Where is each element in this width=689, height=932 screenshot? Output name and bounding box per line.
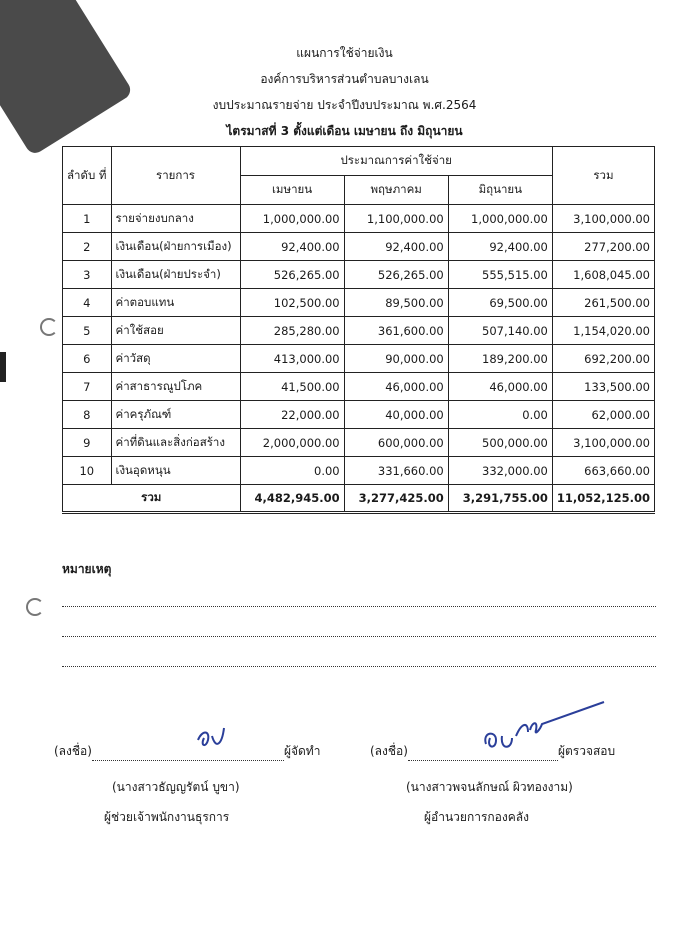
row-number: 1 bbox=[63, 205, 112, 233]
row-may: 361,600.00 bbox=[344, 317, 448, 345]
row-jun: 500,000.00 bbox=[448, 429, 552, 457]
row-apr: 92,400.00 bbox=[240, 233, 344, 261]
table-row bbox=[63, 373, 655, 401]
row-number: 4 bbox=[63, 289, 112, 317]
row-number: 5 bbox=[63, 317, 112, 345]
row-item: รายจ่ายงบกลาง bbox=[111, 205, 240, 233]
header-item: รายการ bbox=[111, 147, 240, 205]
row-jun: 507,140.00 bbox=[448, 317, 552, 345]
row-total: 692,200.00 bbox=[552, 345, 654, 373]
row-total: 1,608,045.00 bbox=[552, 261, 654, 289]
quarter-period: ไตรมาสที่ 3 ตั้งแต่เดือน เมษายน ถึง มิถุนายน bbox=[226, 124, 463, 138]
budget-year: งบประมาณรายจ่าย ประจำปีงบประมาณ พ.ศ.2564 bbox=[212, 98, 477, 112]
header-total: รวม bbox=[552, 147, 654, 205]
row-number: 3 bbox=[63, 261, 112, 289]
sign-role: ผู้จัดทำ bbox=[283, 744, 321, 758]
row-total: 133,500.00 bbox=[552, 373, 654, 401]
row-number: 7 bbox=[63, 373, 112, 401]
row-may: 331,660.00 bbox=[344, 457, 448, 485]
table-row bbox=[63, 457, 655, 485]
row-item: ค่าสาธารณูปโภค bbox=[111, 373, 240, 401]
row-jun: 332,000.00 bbox=[448, 457, 552, 485]
row-number: 9 bbox=[63, 429, 112, 457]
org-name: องค์การบริหารส่วนตำบลบางเลน bbox=[260, 72, 429, 86]
sign-role: ผู้ตรวจสอบ bbox=[557, 744, 616, 758]
edge-mark bbox=[0, 352, 6, 382]
row-apr: 2,000,000.00 bbox=[240, 429, 344, 457]
signer-title-right: ผู้อำนวยการกองคลัง bbox=[424, 810, 529, 824]
row-may: 92,400.00 bbox=[344, 233, 448, 261]
row-jun: 1,000,000.00 bbox=[448, 205, 552, 233]
row-total: 3,100,000.00 bbox=[552, 429, 654, 457]
doc-title: แผนการใช้จ่ายเงิน bbox=[296, 46, 393, 60]
table-row bbox=[63, 261, 655, 289]
row-may: 40,000.00 bbox=[344, 401, 448, 429]
total-may: 3,277,425.00 bbox=[344, 485, 448, 513]
signature-left bbox=[54, 742, 320, 761]
signer-title-left: ผู้ช่วยเจ้าพนักงานธุรการ bbox=[104, 810, 230, 824]
row-number: 8 bbox=[63, 401, 112, 429]
row-total: 3,100,000.00 bbox=[552, 205, 654, 233]
table-row bbox=[63, 317, 655, 345]
punch-hole bbox=[26, 598, 44, 616]
row-may: 526,265.00 bbox=[344, 261, 448, 289]
row-apr: 22,000.00 bbox=[240, 401, 344, 429]
row-item: ค่าใช้สอย bbox=[111, 317, 240, 345]
row-apr: 526,265.00 bbox=[240, 261, 344, 289]
header-budget-group: ประมาณการค่าใช้จ่าย bbox=[240, 147, 552, 176]
row-may: 89,500.00 bbox=[344, 289, 448, 317]
punch-hole bbox=[40, 318, 58, 336]
sign-prefix: (ลงชื่อ) bbox=[370, 744, 408, 758]
header-no: ลำดับ ที่ bbox=[63, 147, 112, 205]
table-row bbox=[63, 345, 655, 373]
table-row bbox=[63, 401, 655, 429]
row-apr: 285,280.00 bbox=[240, 317, 344, 345]
signer-name-right: (นางสาวพจนลักษณ์ ผิวทองงาม) bbox=[406, 780, 573, 794]
row-item: เงินอุดหนุน bbox=[111, 457, 240, 485]
row-item: ค่าตอบแทน bbox=[111, 289, 240, 317]
row-total: 277,200.00 bbox=[552, 233, 654, 261]
table-row bbox=[63, 233, 655, 261]
row-total: 663,660.00 bbox=[552, 457, 654, 485]
row-jun: 69,500.00 bbox=[448, 289, 552, 317]
total-jun: 3,291,755.00 bbox=[448, 485, 552, 513]
total-apr: 4,482,945.00 bbox=[240, 485, 344, 513]
table-row bbox=[63, 205, 655, 233]
row-may: 46,000.00 bbox=[344, 373, 448, 401]
row-jun: 189,200.00 bbox=[448, 345, 552, 373]
remarks-label: หมายเหตุ bbox=[62, 562, 112, 576]
row-apr: 0.00 bbox=[240, 457, 344, 485]
row-apr: 41,500.00 bbox=[240, 373, 344, 401]
row-total: 62,000.00 bbox=[552, 401, 654, 429]
row-total: 1,154,020.00 bbox=[552, 317, 654, 345]
signer-name-left: (นางสาวธัญญรัตน์ บูขา) bbox=[112, 780, 240, 794]
row-apr: 102,500.00 bbox=[240, 289, 344, 317]
row-may: 600,000.00 bbox=[344, 429, 448, 457]
table-row bbox=[63, 429, 655, 457]
row-apr: 413,000.00 bbox=[240, 345, 344, 373]
header-month-jun: มิถุนายน bbox=[448, 176, 552, 205]
row-number: 10 bbox=[63, 457, 112, 485]
handwritten-signature bbox=[192, 722, 232, 756]
row-jun: 0.00 bbox=[448, 401, 552, 429]
sign-prefix: (ลงชื่อ) bbox=[54, 744, 92, 758]
row-number: 2 bbox=[63, 233, 112, 261]
remarks-line bbox=[62, 636, 656, 637]
row-apr: 1,000,000.00 bbox=[240, 205, 344, 233]
row-item: เงินเดือน(ฝ่ายการเมือง) bbox=[111, 233, 240, 261]
row-item: ค่าครุภัณฑ์ bbox=[111, 401, 240, 429]
handwritten-signature bbox=[476, 700, 606, 756]
header-month-apr: เมษายน bbox=[240, 176, 344, 205]
total-grand: 11,052,125.00 bbox=[552, 485, 654, 513]
row-jun: 92,400.00 bbox=[448, 233, 552, 261]
row-jun: 46,000.00 bbox=[448, 373, 552, 401]
row-item: ค่าวัสดุ bbox=[111, 345, 240, 373]
total-label: รวม bbox=[63, 485, 241, 513]
row-may: 1,100,000.00 bbox=[344, 205, 448, 233]
row-item: เงินเดือน(ฝ่ายประจำ) bbox=[111, 261, 240, 289]
expense-plan-table bbox=[62, 146, 655, 514]
row-may: 90,000.00 bbox=[344, 345, 448, 373]
row-total: 261,500.00 bbox=[552, 289, 654, 317]
remarks-line bbox=[62, 606, 656, 607]
header-month-may: พฤษภาคม bbox=[344, 176, 448, 205]
row-item: ค่าที่ดินและสิ่งก่อสร้าง bbox=[111, 429, 240, 457]
row-number: 6 bbox=[63, 345, 112, 373]
table-row bbox=[63, 289, 655, 317]
row-jun: 555,515.00 bbox=[448, 261, 552, 289]
remarks-line bbox=[62, 666, 656, 667]
